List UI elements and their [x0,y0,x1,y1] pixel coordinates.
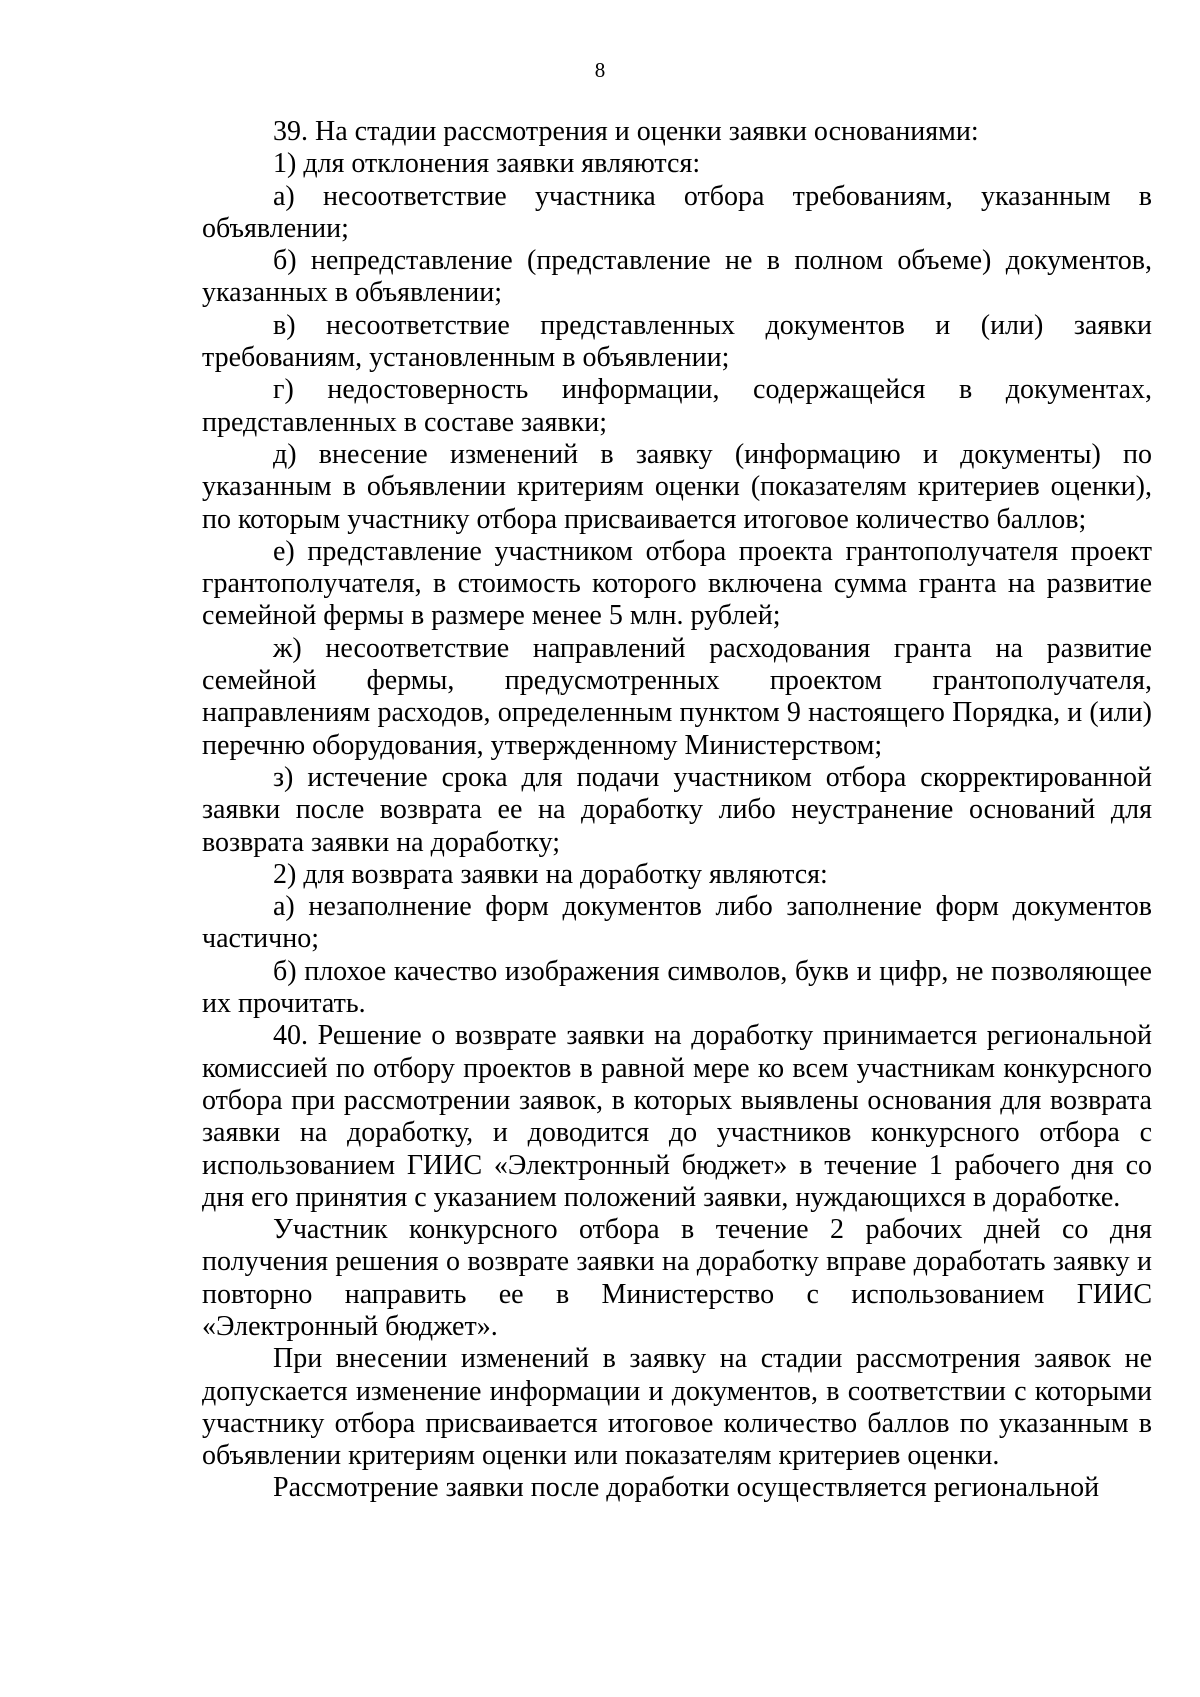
paragraph-item-g: г) недостоверность информации, содержащейся в документах, представленных в составе заявки; [202,374,1152,438]
paragraph-return-item-b: б) плохое качество изображения символов, букв и цифр, не позволяющее их прочитать. [202,955,1152,1020]
paragraph-39-intro: 39. На стадии рассмотрения и оценки заявки основаниями: [273,116,979,147]
paragraph-item-z: з) истечение срока для подачи участником отбора скорректированной заявки после возврата ее на доработку либо неустранение оснований для возврата заявки на доработку; [202,761,1152,858]
paragraph-participant-rework: Участник конкурсного отбора в течение 2 рабочих дней со дня получения решения о возврате заявки на доработку вправе доработать заявку и повторно направить ее в Министерство с использованием ГИИС «Электронный бюджет». [202,1214,1152,1342]
paragraph-rejection-grounds: 1) для отклонения заявки являются: [273,148,701,180]
paragraph-item-a: а) несоответствие участника отбора требованиям, указанным в объявлении; [202,180,1152,244]
paragraph-item-d: д) внесение изменений в заявку (информацию и документы) по указанным в объявлении критериям оценки (показателям критериев оценки), по которым участнику отбора присваивается итоговое количество баллов; [202,438,1152,535]
paragraph-return-grounds: 2) для возврата заявки на доработку являются: [273,858,828,890]
paragraph-return-item-a: а) незаполнение форм документов либо заполнение форм документов частично; [202,891,1152,955]
paragraph-item-v: в) несоответствие представленных документов и (или) заявки требованиям, установленным в объявлении; [202,309,1152,374]
paragraph-review-after-rework: Рассмотрение заявки после доработки осуществляется региональной [273,1472,1100,1504]
paragraph-item-zh: ж) несоответствие направлений расходования гранта на развитие семейной фермы, предусмотренных проектом грантополучателя, направлениям расходов, определенным пунктом 9 настоящего Порядка, и (или) перечню оборудования, утвержденному Министерством; [202,632,1152,761]
paragraph-item-e: е) представление участником отбора проекта грантополучателя проект грантополучателя, в стоимость которого включена сумма гранта на развитие семейной фермы в размере менее 5 млн. рублей; [202,535,1152,632]
page-number: 8 [594,58,606,82]
paragraph-40: 40. Решение о возврате заявки на доработку принимается региональной комиссией по отбору проектов в равной мере ко всем участникам конкурсного отбора при рассмотрении заявок, в которых выявлены основания для возврата заявки на доработку, и доводится до участников конкурсного отбора с использованием ГИИС «Электронный бюджет» в течение 1 рабочего дня со дня его принятия с указанием положений заявки, нуждающихся в доработке. [202,1020,1152,1213]
paragraph-changes-restriction: При внесении изменений в заявку на стадии рассмотрения заявок не допускается изменение информации и документов, в соответствии с которыми участнику отбора присваивается итоговое количество баллов по указанным в объявлении критериям оценки или показателям критериев оценки. [202,1343,1152,1472]
paragraph-item-b: б) непредставление (представление не в полном объеме) документов, указанных в объявлении; [202,245,1152,309]
document-body [202,116,1152,1505]
